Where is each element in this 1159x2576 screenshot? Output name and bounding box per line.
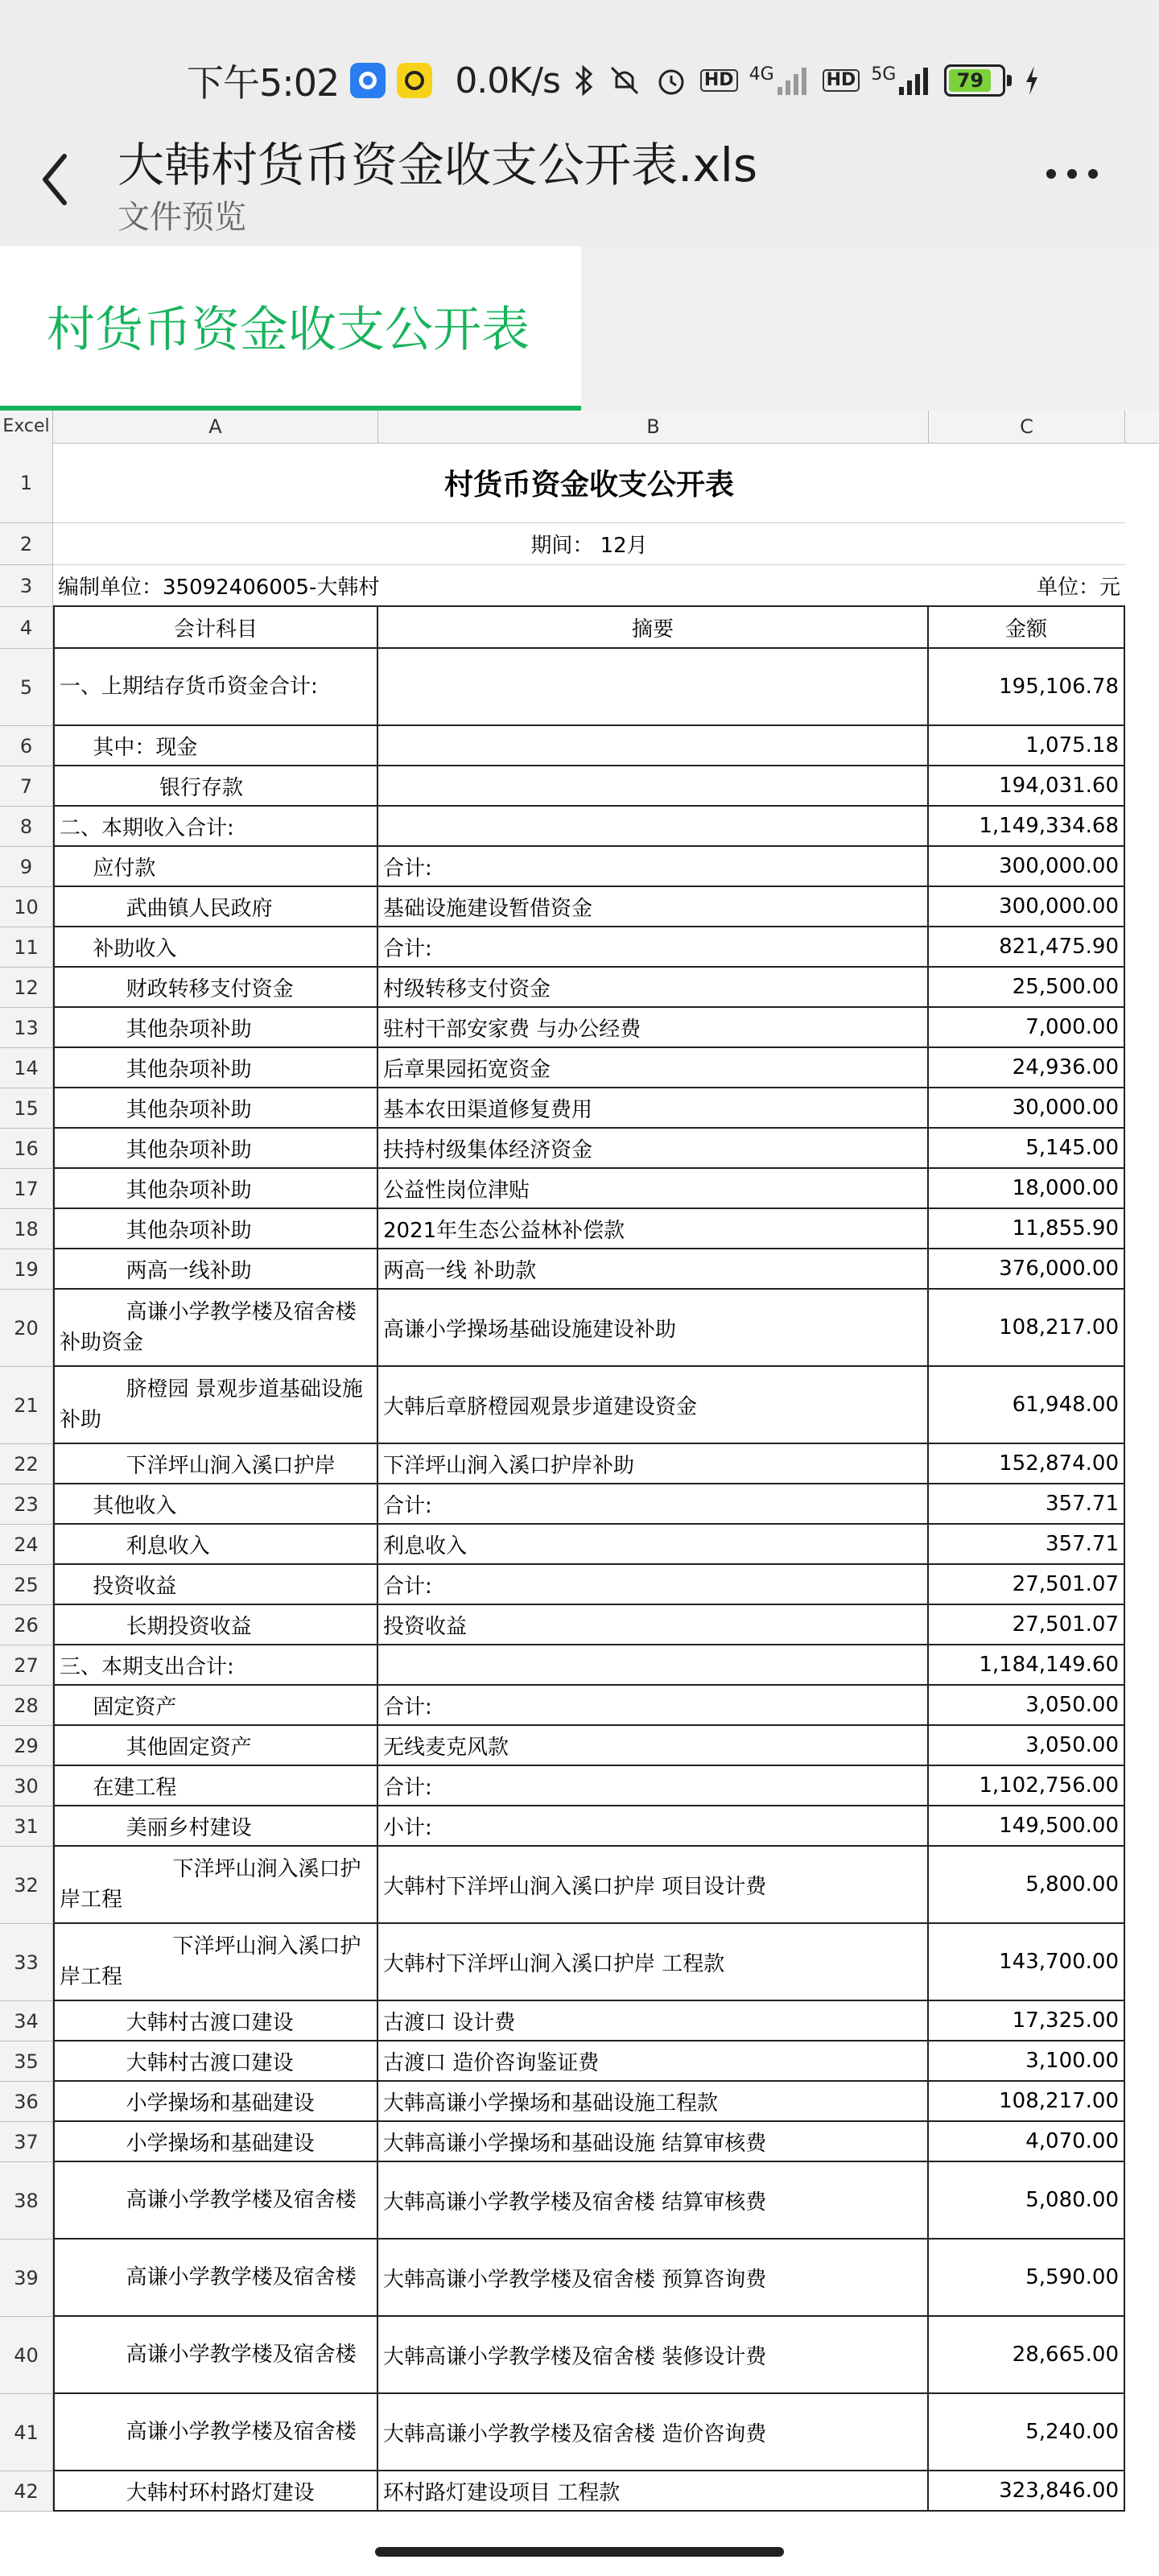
row-number[interactable]: 13 bbox=[0, 1008, 53, 1048]
cell-account[interactable]: 大韩村环村路灯建设 bbox=[53, 2471, 378, 2512]
row-number[interactable]: 38 bbox=[0, 2162, 53, 2240]
cell-account[interactable]: 高谦小学教学楼及宿舍楼补助资金 bbox=[53, 1290, 378, 1367]
column-header-a[interactable]: A bbox=[53, 411, 378, 443]
cell-summary[interactable]: 环村路灯建设项目 工程款 bbox=[378, 2471, 929, 2512]
row-number[interactable]: 20 bbox=[0, 1290, 53, 1367]
row-number[interactable]: 7 bbox=[0, 766, 53, 807]
cell-account[interactable]: 其中：现金 bbox=[53, 726, 378, 766]
cell-summary[interactable]: 利息收入 bbox=[378, 1525, 929, 1565]
cell-summary[interactable]: 大韩村下洋坪山涧入溪口护岸 项目设计费 bbox=[378, 1847, 929, 1924]
sheet-tab-active[interactable] bbox=[0, 246, 581, 412]
spreadsheet-grid[interactable] bbox=[0, 411, 1159, 2528]
period-label[interactable]: 期间： 12月 bbox=[53, 523, 1125, 565]
battery-icon bbox=[944, 64, 1012, 97]
cell-account[interactable]: 下洋坪山涧入溪口护岸 bbox=[53, 1444, 378, 1484]
cell-summary[interactable]: 合计: bbox=[378, 847, 929, 887]
row-number[interactable]: 23 bbox=[0, 1484, 53, 1525]
cell-amount[interactable]: 108,217.00 bbox=[929, 1290, 1125, 1367]
cell-summary[interactable]: 投资收益 bbox=[378, 1605, 929, 1645]
cell-amount[interactable]: 821,475.90 bbox=[929, 927, 1125, 968]
cell-amount[interactable]: 149,500.00 bbox=[929, 1806, 1125, 1847]
cell-summary[interactable] bbox=[378, 1645, 929, 1686]
cell-account[interactable]: 武曲镇人民政府 bbox=[53, 887, 378, 927]
cell-summary[interactable]: 村级转移支付资金 bbox=[378, 968, 929, 1008]
signal-bars-icon-2 bbox=[897, 64, 933, 97]
app-notification-icon bbox=[350, 63, 386, 98]
cell-summary[interactable]: 合计: bbox=[378, 1766, 929, 1806]
cell-amount[interactable]: 30,000.00 bbox=[929, 1088, 1125, 1129]
row-number[interactable]: 40 bbox=[0, 2317, 53, 2394]
cell-account[interactable]: 长期投资收益 bbox=[53, 1605, 378, 1645]
cell-account[interactable]: 下洋坪山涧入溪口护岸工程 bbox=[53, 1847, 378, 1924]
cell-account[interactable]: 应付款 bbox=[53, 847, 378, 887]
cell-amount[interactable]: 7,000.00 bbox=[929, 1008, 1125, 1048]
row-number[interactable]: 33 bbox=[0, 1924, 53, 2001]
cell-account[interactable]: 大韩村古渡口建设 bbox=[53, 2041, 378, 2082]
cell-account[interactable]: 其他收入 bbox=[53, 1484, 378, 1525]
row-number[interactable]: 41 bbox=[0, 2394, 53, 2471]
cell-summary[interactable] bbox=[378, 807, 929, 847]
cell-summary[interactable]: 驻村干部安家费 与办公经费 bbox=[378, 1008, 929, 1048]
cell-account[interactable]: 其他杂项补助 bbox=[53, 1169, 378, 1209]
alarm-icon bbox=[654, 63, 689, 98]
cell-summary[interactable]: 古渡口 造价咨询鉴证费 bbox=[378, 2041, 929, 2082]
row-number[interactable]: 14 bbox=[0, 1048, 53, 1088]
row-number[interactable]: 2 bbox=[0, 523, 53, 565]
cell-amount[interactable]: 357.71 bbox=[929, 1484, 1125, 1525]
mute-icon bbox=[607, 63, 642, 98]
cell-amount[interactable]: 5,145.00 bbox=[929, 1129, 1125, 1169]
cell-summary[interactable]: 下洋坪山涧入溪口护岸补助 bbox=[378, 1444, 929, 1484]
unit-right-label[interactable]: 单位：元 bbox=[929, 565, 1125, 607]
cell-summary[interactable]: 后章果园拓宽资金 bbox=[378, 1048, 929, 1088]
more-options-icon[interactable] bbox=[1046, 169, 1098, 179]
charging-icon bbox=[1023, 64, 1041, 97]
cell-amount[interactable]: 25,500.00 bbox=[929, 968, 1125, 1008]
cell-summary[interactable]: 合计: bbox=[378, 1484, 929, 1525]
row-number[interactable]: 17 bbox=[0, 1169, 53, 1209]
cell-amount[interactable]: 61,948.00 bbox=[929, 1367, 1125, 1444]
cell-summary[interactable]: 大韩高谦小学操场和基础设施 结算审核费 bbox=[378, 2122, 929, 2162]
unit-left-label[interactable]: 编制单位：35092406005-大韩村 bbox=[53, 565, 929, 607]
sheet-title[interactable]: 村货币资金收支公开表 bbox=[53, 443, 1125, 523]
cell-amount[interactable]: 4,070.00 bbox=[929, 2122, 1125, 2162]
row-number[interactable]: 9 bbox=[0, 847, 53, 887]
row-number[interactable]: 11 bbox=[0, 927, 53, 968]
cell-summary[interactable]: 基础设施建设暂借资金 bbox=[378, 887, 929, 927]
row-number[interactable]: 30 bbox=[0, 1766, 53, 1806]
cell-amount[interactable]: 3,050.00 bbox=[929, 1726, 1125, 1766]
cell-account[interactable]: 财政转移支付资金 bbox=[53, 968, 378, 1008]
cell-summary[interactable]: 2021年生态公益林补偿款 bbox=[378, 1209, 929, 1249]
cell-account[interactable]: 其他杂项补助 bbox=[53, 1129, 378, 1169]
cell-amount[interactable]: 5,800.00 bbox=[929, 1847, 1125, 1924]
cell-summary[interactable]: 合计: bbox=[378, 1686, 929, 1726]
cell-summary[interactable]: 基本农田渠道修复费用 bbox=[378, 1088, 929, 1129]
cell-account[interactable]: 高谦小学教学楼及宿舍楼 bbox=[53, 2394, 378, 2471]
row-number[interactable]: 18 bbox=[0, 1209, 53, 1249]
cell-amount[interactable]: 3,100.00 bbox=[929, 2041, 1125, 2082]
cell-summary[interactable]: 大韩村下洋坪山涧入溪口护岸 工程款 bbox=[378, 1924, 929, 2001]
row-number[interactable]: 4 bbox=[0, 607, 53, 649]
home-indicator[interactable] bbox=[375, 2547, 784, 2557]
hd-badge: HD bbox=[700, 69, 738, 92]
cell-amount[interactable]: 357.71 bbox=[929, 1525, 1125, 1565]
row-number[interactable]: 35 bbox=[0, 2041, 53, 2082]
cell-summary[interactable]: 合计: bbox=[378, 1565, 929, 1605]
column-header-b[interactable]: B bbox=[378, 411, 929, 443]
cell-summary[interactable]: 小计: bbox=[378, 1806, 929, 1847]
cell-summary[interactable]: 大韩高谦小学教学楼及宿舍楼 造价咨询费 bbox=[378, 2394, 929, 2471]
cell-summary[interactable]: 大韩高谦小学教学楼及宿舍楼 结算审核费 bbox=[378, 2162, 929, 2240]
cell-amount[interactable]: 1,075.18 bbox=[929, 726, 1125, 766]
cell-account[interactable]: 其他杂项补助 bbox=[53, 1048, 378, 1088]
row-number[interactable]: 27 bbox=[0, 1645, 53, 1686]
cell-amount[interactable]: 1,184,149.60 bbox=[929, 1645, 1125, 1686]
cell-amount[interactable]: 5,080.00 bbox=[929, 2162, 1125, 2240]
cell-summary[interactable]: 扶持村级集体经济资金 bbox=[378, 1129, 929, 1169]
net-speed: 0.0K/s bbox=[455, 60, 560, 101]
header-cell-account[interactable]: 会计科目 bbox=[53, 607, 378, 649]
cell-amount[interactable]: 1,102,756.00 bbox=[929, 1766, 1125, 1806]
row-number[interactable]: 15 bbox=[0, 1088, 53, 1129]
cell-amount[interactable]: 24,936.00 bbox=[929, 1048, 1125, 1088]
battery-level: 79 bbox=[949, 69, 991, 92]
row-number[interactable]: 5 bbox=[0, 649, 53, 726]
bluetooth-icon bbox=[571, 63, 596, 98]
status-time: 下午5:02 bbox=[187, 61, 340, 105]
cell-amount[interactable]: 3,050.00 bbox=[929, 1686, 1125, 1726]
row-number[interactable]: 22 bbox=[0, 1444, 53, 1484]
cell-amount[interactable]: 300,000.00 bbox=[929, 847, 1125, 887]
cell-account[interactable]: 其他杂项补助 bbox=[53, 1008, 378, 1048]
row-number[interactable]: 6 bbox=[0, 726, 53, 766]
row-number[interactable]: 42 bbox=[0, 2471, 53, 2512]
sheet-tab-bar bbox=[0, 246, 1159, 411]
row-number[interactable]: 29 bbox=[0, 1726, 53, 1766]
cell-account[interactable]: 其他杂项补助 bbox=[53, 1088, 378, 1129]
row-number[interactable]: 24 bbox=[0, 1525, 53, 1565]
cell-summary[interactable] bbox=[378, 766, 929, 807]
header-cell-summary[interactable]: 摘要 bbox=[378, 607, 929, 649]
row-number[interactable]: 21 bbox=[0, 1367, 53, 1444]
cell-account[interactable]: 高谦小学教学楼及宿舍楼 bbox=[53, 2240, 378, 2317]
cell-account[interactable]: 高谦小学教学楼及宿舍楼 bbox=[53, 2162, 378, 2240]
cell-summary[interactable]: 高谦小学操场基础设施建设补助 bbox=[378, 1290, 929, 1367]
row-number[interactable]: 28 bbox=[0, 1686, 53, 1726]
cell-amount[interactable]: 5,240.00 bbox=[929, 2394, 1125, 2471]
cell-summary[interactable]: 大韩高谦小学教学楼及宿舍楼 装修设计费 bbox=[378, 2317, 929, 2394]
row-number[interactable]: 8 bbox=[0, 807, 53, 847]
back-arrow-icon[interactable] bbox=[39, 151, 71, 208]
cell-summary[interactable]: 大韩高谦小学操场和基础设施工程款 bbox=[378, 2082, 929, 2122]
cell-amount[interactable]: 195,106.78 bbox=[929, 649, 1125, 726]
cell-account[interactable]: 两高一线补助 bbox=[53, 1249, 378, 1290]
cell-summary[interactable]: 大韩后章脐橙园观景步道建设资金 bbox=[378, 1367, 929, 1444]
cell-account[interactable]: 其他固定资产 bbox=[53, 1726, 378, 1766]
corner-cell: Excel bbox=[0, 411, 53, 443]
cell-amount[interactable]: 27,501.07 bbox=[929, 1605, 1125, 1645]
row-number[interactable]: 34 bbox=[0, 2001, 53, 2041]
cell-account[interactable]: 二、本期收入合计: bbox=[53, 807, 378, 847]
cell-account[interactable]: 利息收入 bbox=[53, 1525, 378, 1565]
cell-summary[interactable]: 古渡口 设计费 bbox=[378, 2001, 929, 2041]
cell-account[interactable]: 小学操场和基础建设 bbox=[53, 2082, 378, 2122]
cell-amount[interactable]: 143,700.00 bbox=[929, 1924, 1125, 2001]
cell-summary[interactable] bbox=[378, 649, 929, 726]
cell-amount[interactable]: 194,031.60 bbox=[929, 766, 1125, 807]
cell-account[interactable]: 美丽乡村建设 bbox=[53, 1806, 378, 1847]
cell-summary[interactable]: 合计: bbox=[378, 927, 929, 968]
row-number[interactable]: 10 bbox=[0, 887, 53, 927]
cell-account[interactable]: 大韩村古渡口建设 bbox=[53, 2001, 378, 2041]
cell-summary[interactable]: 公益性岗位津贴 bbox=[378, 1169, 929, 1209]
header-cell-amount[interactable]: 金额 bbox=[929, 607, 1125, 649]
cell-summary[interactable]: 两高一线 补助款 bbox=[378, 1249, 929, 1290]
cell-amount[interactable]: 27,501.07 bbox=[929, 1565, 1125, 1605]
cell-account[interactable]: 小学操场和基础建设 bbox=[53, 2122, 378, 2162]
cell-amount[interactable]: 108,217.00 bbox=[929, 2082, 1125, 2122]
row-number[interactable]: 39 bbox=[0, 2240, 53, 2317]
app-header bbox=[0, 0, 1159, 246]
cell-account[interactable]: 三、本期支出合计: bbox=[53, 1645, 378, 1686]
status-bar bbox=[187, 55, 1041, 106]
column-header-c[interactable]: C bbox=[929, 411, 1125, 443]
cell-summary[interactable] bbox=[378, 726, 929, 766]
hd-badge-2: HD bbox=[823, 69, 860, 92]
row-number[interactable]: 1 bbox=[0, 443, 53, 523]
column-header-bar bbox=[0, 411, 1159, 444]
row-number[interactable]: 19 bbox=[0, 1249, 53, 1290]
cell-account[interactable]: 补助收入 bbox=[53, 927, 378, 968]
sheet-tab-label: 村货币资金收支公开表 bbox=[47, 302, 530, 358]
cell-account[interactable]: 其他杂项补助 bbox=[53, 1209, 378, 1249]
row-number[interactable]: 37 bbox=[0, 2122, 53, 2162]
cell-account[interactable]: 高谦小学教学楼及宿舍楼 bbox=[53, 2317, 378, 2394]
cell-amount[interactable]: 323,846.00 bbox=[929, 2471, 1125, 2512]
row-number[interactable]: 32 bbox=[0, 1847, 53, 1924]
cell-amount[interactable]: 28,665.00 bbox=[929, 2317, 1125, 2394]
cell-summary[interactable]: 无线麦克风款 bbox=[378, 1726, 929, 1766]
file-title: 大韩村货币资金收支公开表.xls bbox=[118, 138, 758, 192]
cell-account[interactable]: 下洋坪山涧入溪口护岸工程 bbox=[53, 1924, 378, 2001]
cell-amount[interactable]: 376,000.00 bbox=[929, 1249, 1125, 1290]
cell-amount[interactable]: 300,000.00 bbox=[929, 887, 1125, 927]
row-number[interactable]: 36 bbox=[0, 2082, 53, 2122]
cell-account[interactable]: 投资收益 bbox=[53, 1565, 378, 1605]
cell-amount[interactable]: 1,149,334.68 bbox=[929, 807, 1125, 847]
cell-amount[interactable]: 11,855.90 bbox=[929, 1209, 1125, 1249]
signal-4g: 4G bbox=[749, 64, 811, 97]
row-number[interactable]: 26 bbox=[0, 1605, 53, 1645]
cell-account[interactable]: 银行存款 bbox=[53, 766, 378, 807]
cell-amount[interactable]: 152,874.00 bbox=[929, 1444, 1125, 1484]
row-number[interactable]: 12 bbox=[0, 968, 53, 1008]
cell-account[interactable]: 脐橙园 景观步道基础设施补助 bbox=[53, 1367, 378, 1444]
cell-account[interactable]: 一、上期结存货币资金合计: bbox=[53, 649, 378, 726]
cell-summary[interactable]: 大韩高谦小学教学楼及宿舍楼 预算咨询费 bbox=[378, 2240, 929, 2317]
cell-amount[interactable]: 5,590.00 bbox=[929, 2240, 1125, 2317]
cell-amount[interactable]: 17,325.00 bbox=[929, 2001, 1125, 2041]
file-subtitle: 文件预览 bbox=[118, 199, 246, 236]
signal-bars-icon bbox=[776, 64, 811, 97]
row-number[interactable]: 16 bbox=[0, 1129, 53, 1169]
cell-amount[interactable]: 18,000.00 bbox=[929, 1169, 1125, 1209]
signal-5g: 5G bbox=[871, 64, 933, 97]
app-notification-icon-2 bbox=[397, 63, 432, 98]
row-number[interactable]: 25 bbox=[0, 1565, 53, 1605]
cell-account[interactable]: 在建工程 bbox=[53, 1766, 378, 1806]
cell-account[interactable]: 固定资产 bbox=[53, 1686, 378, 1726]
row-number[interactable]: 31 bbox=[0, 1806, 53, 1847]
row-number[interactable]: 3 bbox=[0, 565, 53, 607]
